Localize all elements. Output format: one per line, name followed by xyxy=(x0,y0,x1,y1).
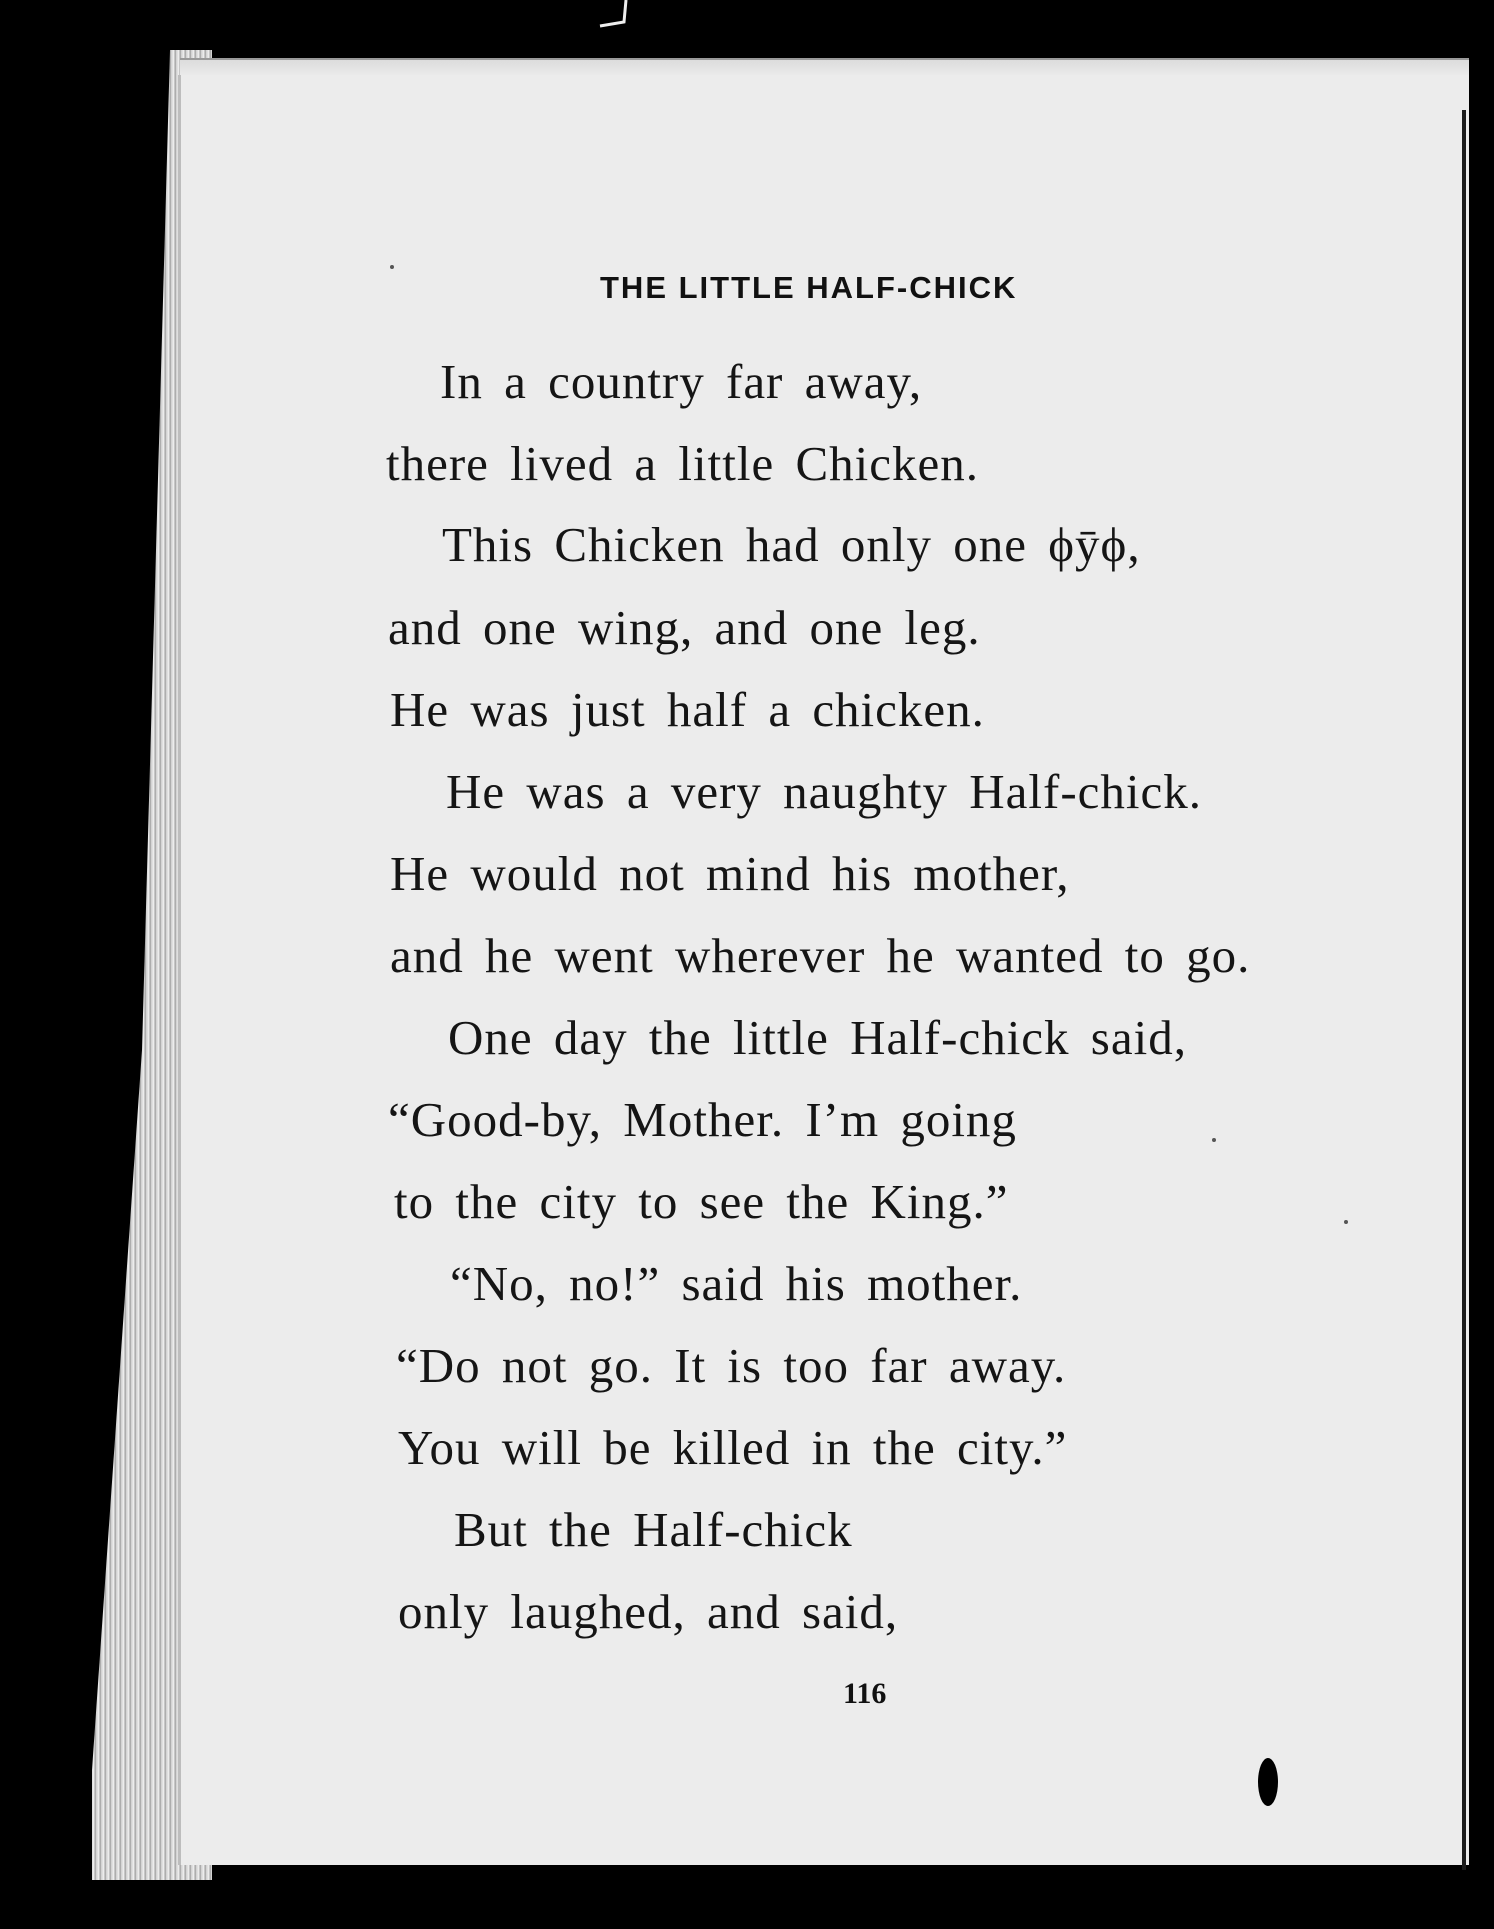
text-line: You will be killed in the city.” xyxy=(398,1420,1068,1475)
dust-speck xyxy=(1212,1138,1216,1142)
running-head: THE LITTLE HALF-CHICK xyxy=(600,270,1018,305)
dust-speck xyxy=(390,265,394,269)
text-line: He was a very naughty Half-chick. xyxy=(446,764,1203,819)
text-line: He would not mind his mother, xyxy=(390,846,1070,901)
text-line: “No, no!” said his mother. xyxy=(450,1256,1023,1311)
dust-speck xyxy=(1344,1220,1348,1224)
text-line: and one wing, and one leg. xyxy=(388,600,981,655)
ink-blot xyxy=(1258,1758,1278,1806)
text-line: “Do not go. It is too far away. xyxy=(396,1338,1067,1393)
text-line: One day the little Half-chick said, xyxy=(448,1010,1187,1065)
text-line: He was just half a chicken. xyxy=(390,682,985,737)
text-line: to the city to see the King.” xyxy=(394,1174,1009,1229)
text-line: there lived a little Chicken. xyxy=(386,436,980,491)
binding-shadow xyxy=(1462,110,1466,1870)
text-line: “Good-by, Mother. I’m going xyxy=(388,1092,1017,1147)
binding xyxy=(1469,0,1494,1929)
text-line: and he went wherever he wanted to go. xyxy=(390,928,1251,983)
text-line: This Chicken had only one ϕȳϕ, xyxy=(442,517,1141,572)
scan-mark-icon xyxy=(596,0,628,28)
page-number: 116 xyxy=(843,1677,887,1710)
text-line: only laughed, and said, xyxy=(398,1584,899,1639)
text-line: But the Half-chick xyxy=(454,1502,853,1557)
text-line: In a country far away, xyxy=(440,354,923,409)
